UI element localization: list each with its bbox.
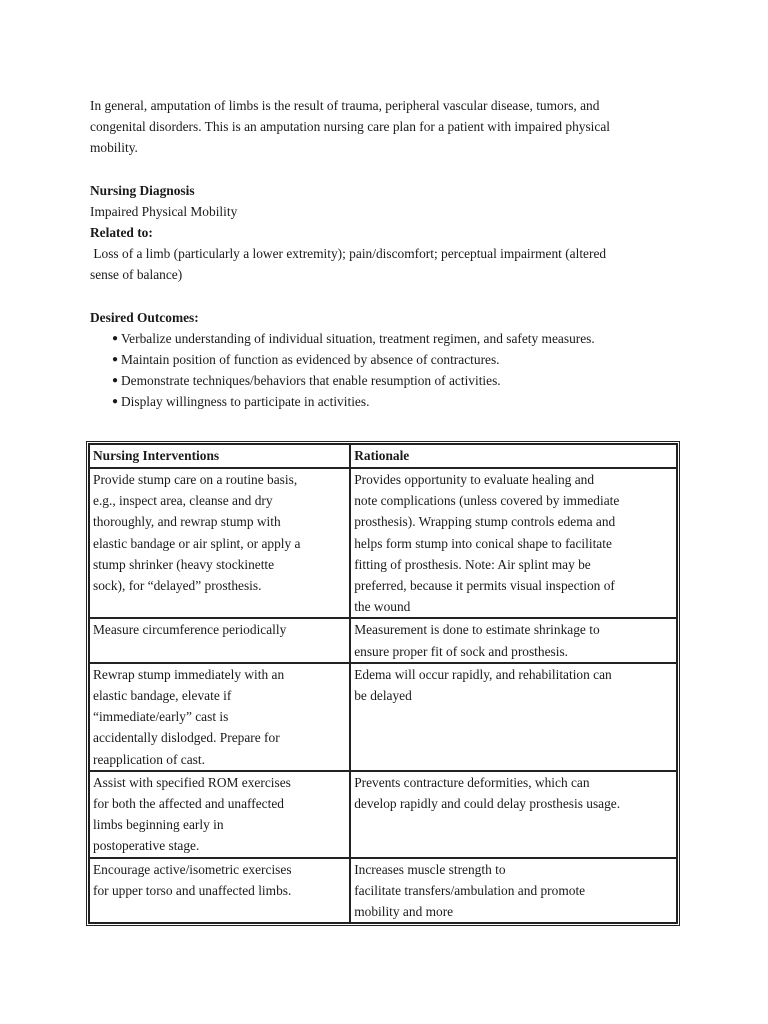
cell-line: Prevents contracture deformities, which can <box>354 774 590 790</box>
intervention-cell <box>89 618 350 662</box>
related-text <box>90 243 680 285</box>
cell-line: note complications (unless covered by immediate <box>354 493 620 509</box>
outcome-text: Verbalize understanding of individual situation, treatment regimen, and safety measures. <box>121 330 595 346</box>
outcome-item <box>90 349 680 370</box>
cell-line: ensure proper fit of sock and prosthesis. <box>354 643 569 659</box>
cell-line: e.g., inspect area, cleanse and dry <box>93 493 273 509</box>
related-line: sense of balance) <box>90 267 183 283</box>
cell-line: fitting of prosthesis. Note: Air splint may be <box>354 556 591 572</box>
cell-line: limbs beginning early in <box>93 817 224 833</box>
cell-line: thoroughly, and rewrap stump with <box>93 514 281 530</box>
cell-line: the wound <box>354 599 411 615</box>
cell-line: develop rapidly and could delay prosthesis usage. <box>354 796 621 812</box>
cell-line: Measure circumference periodically <box>93 622 287 638</box>
intro-line: mobility. <box>90 140 138 156</box>
cell-line: Encourage active/isometric exercises <box>93 861 292 877</box>
cell-line: elastic bandage or air splint, or apply a <box>93 535 301 551</box>
cell-line: Increases muscle strength to <box>354 861 506 877</box>
rationale-cell <box>350 618 677 662</box>
cell-line: elastic bandage, elevate if <box>93 688 232 704</box>
header-interventions: Nursing Interventions <box>89 444 350 468</box>
cell-line: Provide stump care on a routine basis, <box>93 472 298 487</box>
cell-line: prosthesis). Wrapping stump controls edema and <box>354 514 616 530</box>
outcome-text: Display willingness to participate in activities. <box>121 394 370 410</box>
diagnosis-heading: Nursing Diagnosis <box>90 182 195 198</box>
diagnosis-value: Impaired Physical Mobility <box>90 203 238 219</box>
outcomes-heading: Desired Outcomes: <box>90 309 199 325</box>
rationale-cell <box>350 858 677 924</box>
rationale-cell <box>350 468 677 618</box>
intro-line: congenital disorders. This is an amputation nursing care plan for a patient with impaired physical <box>90 119 610 135</box>
intervention-cell <box>89 771 350 858</box>
cell-line: mobility and more <box>354 904 454 920</box>
outcomes-list <box>90 328 680 413</box>
outcome-item <box>90 328 680 349</box>
cell-line: Assist with specified ROM exercises <box>93 774 291 790</box>
cell-line: Measurement is done to estimate shrinkage to <box>354 622 600 638</box>
intervention-cell <box>89 858 350 924</box>
cell-line: accidentally dislodged. Prepare for <box>93 730 280 746</box>
bullet-icon: ● <box>112 396 119 408</box>
intro-line: In general, amputation of limbs is the result of trauma, peripheral vascular disease, tumors, and <box>90 98 600 113</box>
outcome-text: Demonstrate techniques/behaviors that enable resumption of activities. <box>121 373 501 389</box>
intervention-cell <box>89 663 350 771</box>
cell-line: preferred, because it permits visual inspection of <box>354 578 615 594</box>
header-rationale: Rationale <box>350 444 677 468</box>
bullet-icon: ● <box>112 375 119 387</box>
table-row <box>89 468 677 618</box>
table-row <box>89 771 677 858</box>
table-header-row <box>89 444 677 468</box>
intro-paragraph <box>90 95 680 159</box>
cell-line: postoperative stage. <box>93 838 200 854</box>
related-heading: Related to: <box>90 225 153 241</box>
rationale-cell <box>350 663 677 771</box>
cell-line: Edema will occur rapidly, and rehabilitation can <box>354 666 612 682</box>
bullet-icon: ● <box>112 354 119 366</box>
cell-line: Rewrap stump immediately with an <box>93 666 285 682</box>
care-plan-table <box>88 443 678 924</box>
cell-line: be delayed <box>354 688 412 704</box>
related-line: Loss of a limb (particularly a lower extremity); pain/discomfort; perceptual impairment (altered <box>90 246 607 262</box>
cell-line: for both the affected and unaffected <box>93 796 284 812</box>
document-body <box>90 95 680 413</box>
cell-line: reapplication of cast. <box>93 751 205 767</box>
cell-line: for upper torso and unaffected limbs. <box>93 882 292 898</box>
outcome-item <box>90 370 680 391</box>
cell-line: Provides opportunity to evaluate healing and <box>354 472 595 487</box>
cell-line: “immediate/early” cast is <box>93 709 229 725</box>
rationale-cell <box>350 771 677 858</box>
table-row <box>89 858 677 924</box>
bullet-icon: ● <box>112 332 119 344</box>
intervention-cell <box>89 468 350 618</box>
cell-line: helps form stump into conical shape to facilitate <box>354 535 612 551</box>
cell-line: stump shrinker (heavy stockinette <box>93 556 275 572</box>
table-row <box>89 663 677 771</box>
outcome-item <box>90 391 680 412</box>
table-row <box>89 618 677 662</box>
outcome-text: Maintain position of function as evidenced by absence of contractures. <box>121 352 500 368</box>
cell-line: sock), for “delayed” prosthesis. <box>93 578 262 594</box>
cell-line: facilitate transfers/ambulation and promote <box>354 882 586 898</box>
